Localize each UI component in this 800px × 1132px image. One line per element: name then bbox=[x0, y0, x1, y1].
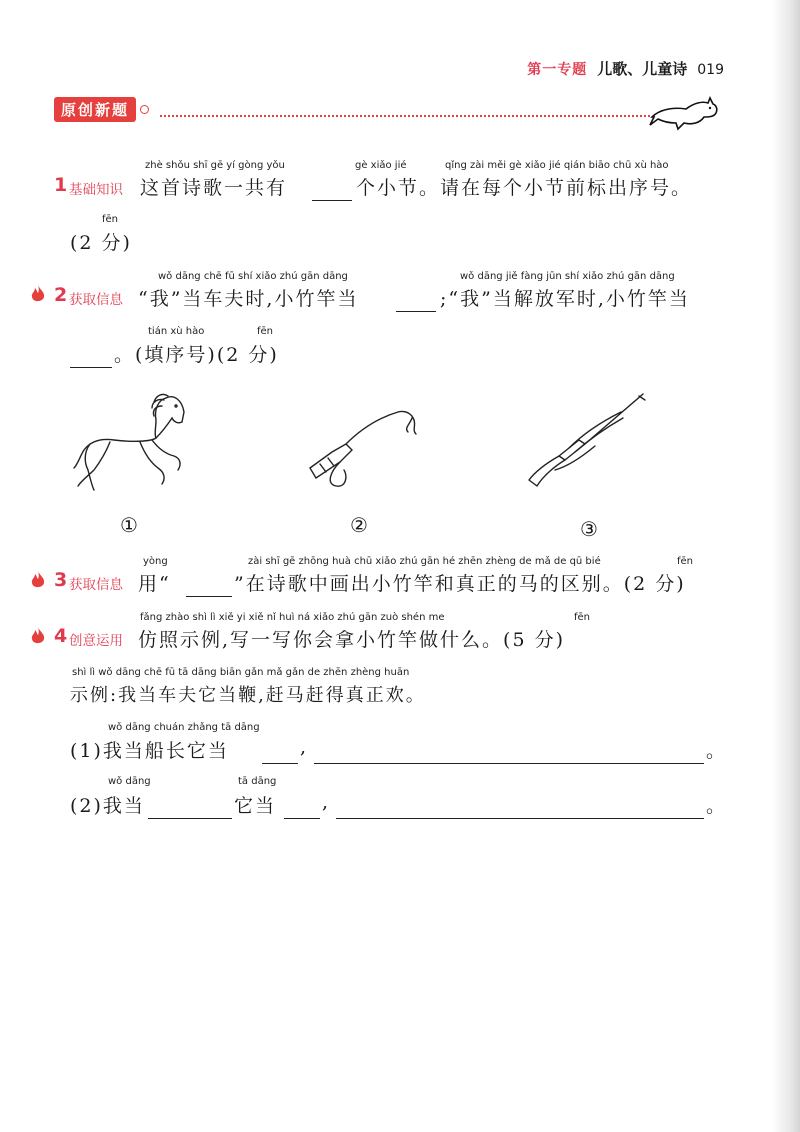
q4-item1-text: (1)我当船长它当 bbox=[70, 740, 229, 762]
q4-item1-pinyin: wǒ dāng chuán zhǎng tā dāng bbox=[108, 722, 260, 733]
q4-item2-period: 。 bbox=[706, 795, 728, 817]
q2-number: 2 bbox=[54, 284, 68, 306]
banner-dot-icon bbox=[140, 105, 149, 114]
q3-pinyin-b: zài shī gē zhōng huà chū xiǎo zhú gān hé zhēn zhèng de mǎ de qū bié bbox=[248, 556, 601, 567]
page-edge-shadow bbox=[772, 0, 800, 1132]
q4-number: 4 bbox=[54, 625, 68, 647]
q2-category: 获取信息 bbox=[69, 292, 123, 308]
q3-text-b: ”在诗歌中画出小竹竿和真正的马的区别。(2 分) bbox=[234, 573, 686, 595]
chapter-label: 第一专题 bbox=[527, 62, 588, 78]
subject-label: 儿歌、儿童诗 bbox=[597, 60, 688, 78]
page-header bbox=[527, 58, 724, 79]
q4-item2-pinyin-b: tā dāng bbox=[238, 776, 277, 787]
q4-prompt: 仿照示例,写一写你会拿小竹竿做什么。(5 分) bbox=[138, 629, 565, 651]
flame-icon bbox=[30, 570, 46, 590]
q3-category: 获取信息 bbox=[69, 577, 123, 593]
q4-item2-blank-long[interactable] bbox=[336, 800, 704, 819]
q3-pinyin-a: yòng bbox=[143, 556, 168, 567]
q1-pinyin-c: qǐng zài měi gè xiǎo jié qián biāo chū xù hào bbox=[445, 160, 669, 171]
q1-number: 1 bbox=[54, 174, 68, 196]
q4-item2-text-a: (2)我当 bbox=[70, 795, 145, 817]
q2-pinyin-a: wǒ dāng chē fū shí xiǎo zhú gān dāng bbox=[158, 271, 348, 282]
q1-pinyin-a: zhè shǒu shī gē yí gòng yǒu bbox=[145, 160, 285, 171]
q3-text-a: 用“ bbox=[138, 573, 171, 595]
q1-score: (2 分) bbox=[70, 232, 132, 254]
q4-item1-comma: , bbox=[300, 736, 309, 758]
q2-pinyin-c: tián xù hào bbox=[148, 326, 205, 337]
q4-item2-text-b: 它当 bbox=[234, 795, 277, 817]
flame-icon bbox=[30, 626, 46, 646]
q4-example: 示例:我当车夫它当鞭,赶马赶得真正欢。 bbox=[70, 685, 426, 706]
q4-pinyin-b: fēn bbox=[574, 612, 591, 623]
q4-item2-blank-role[interactable] bbox=[148, 800, 232, 819]
q4-item1-blank-long[interactable] bbox=[314, 745, 704, 764]
q4-item2-comma: , bbox=[322, 791, 331, 813]
whip-illustration bbox=[300, 400, 425, 495]
q4-item1-period: 。 bbox=[706, 740, 728, 762]
q4-item2-blank-short[interactable] bbox=[284, 800, 320, 819]
q2-text-c: 。(填序号)(2 分) bbox=[114, 344, 279, 366]
q2-text-b: ;“我”当解放军时,小竹竿当 bbox=[440, 288, 690, 310]
q3-pinyin-c: fēn bbox=[677, 556, 694, 567]
q1-text-b: 个小节。请在每个小节前标出序号。 bbox=[356, 177, 693, 199]
q4-item1-blank-short[interactable] bbox=[262, 745, 298, 764]
q1-text-a: 这首诗歌一共有 bbox=[140, 177, 288, 199]
page-number: 019 bbox=[697, 62, 724, 78]
q2-pinyin-b: wǒ dāng jiě fàng jūn shí xiǎo zhú gān dāng bbox=[460, 271, 675, 282]
section-banner bbox=[54, 97, 149, 122]
option-3-label: ③ bbox=[580, 517, 598, 541]
q4-pinyin-a: fǎng zhào shì lì xiě yi xiě nǐ huì ná xiǎo zhú gān zuò shén me bbox=[140, 612, 445, 623]
rifle-illustration bbox=[525, 390, 650, 495]
section-tag: 原创新题 bbox=[54, 97, 136, 122]
q2-pinyin-d: fēn bbox=[257, 326, 274, 337]
q2-text-a: “我”当车夫时,小竹竿当 bbox=[138, 288, 359, 310]
q3-number: 3 bbox=[54, 569, 68, 591]
q2-blank-2[interactable] bbox=[70, 349, 112, 368]
dotted-divider bbox=[160, 115, 650, 117]
horse-illustration bbox=[70, 390, 190, 495]
q3-symbol-blank[interactable] bbox=[186, 578, 232, 597]
q1-category: 基础知识 bbox=[69, 182, 123, 198]
q4-item2-pinyin-a: wǒ dāng bbox=[108, 776, 151, 787]
option-2-label: ② bbox=[350, 513, 368, 537]
q1-pinyin-b: gè xiǎo jié bbox=[355, 160, 407, 171]
q4-category: 创意运用 bbox=[69, 633, 123, 649]
q1-answer-blank[interactable] bbox=[312, 182, 352, 201]
q4-example-pinyin: shì lì wǒ dāng chē fū tā dāng biān gǎn mǎ gǎn de zhēn zhèng huān bbox=[72, 667, 410, 678]
flame-icon bbox=[30, 284, 46, 304]
q2-blank-1[interactable] bbox=[396, 293, 436, 312]
running-cat-icon bbox=[648, 95, 720, 131]
q1-pinyin-score: fēn bbox=[102, 214, 119, 225]
option-1-label: ① bbox=[120, 513, 138, 537]
